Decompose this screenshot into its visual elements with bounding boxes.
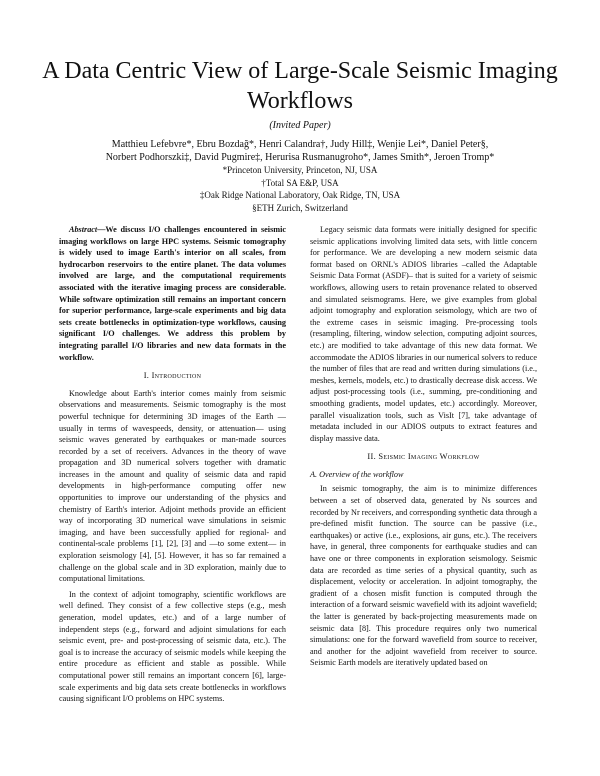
section-heading-workflow: II. Seismic Imaging Workflow: [367, 452, 480, 462]
section-heading-introduction: I. Introduction: [143, 371, 202, 381]
paper-title: A Data Centric View of Large-Scale Seismic Imaging Workflows: [42, 58, 558, 114]
authors-line-1: Matthieu Lefebvre*, Ebru Bozdağ*, Henri Calandra†, Judy Hill‡, Wenjie Lei*, Daniel Peter§,: [111, 139, 489, 150]
intro-paragraph-1: Knowledge about Earth's interior comes mainly from seismic observations and measurements. Seismic tomography is the most powerful technique for determining 3D images of the Earth —usually in terms of wavespeeds, density, or attenuation— using seismic waves generated by earthquakes or man-made sources recorded by a set of receivers. Advances in the theory of wave propagation and 3D numerical solvers together with dramatic increases in the amount and quality of seismic data and rapid developments in high-performance computing offer new opportunities to improve our understanding of the physics and chemistry of Earth's interior. Adjoint methods provide an efficient way of incorporating 3D numerical wave simulations in seismic imaging, and have been successfully applied for regional- and continental-scale problems [1], [2], [3] and —to some extent— in exploration seismology [4], [5]. However, it has so far remained a challenge on the global scale and in 3D exploration, mainly due to computational limitations.: [59, 388, 286, 584]
affiliation-eth: §ETH Zurich, Switzerland: [252, 202, 348, 213]
author-list: [40, 138, 560, 164]
abstract: [59, 224, 286, 363]
workflow-paragraph-1: In seismic tomography, the aim is to minimize differences between a set of observed data, generated by Ns sources and recorded by Nr receivers, and corresponding synthetic data through a pre-defined misfit function. The source can be passive (i.e., earthquakes) or active (i.e., explosions, air guns, etc.). The receivers have, in general, three components for earthquake studies and can have one or three components in exploration seismology. Seismic data are recorded as time series of a physical quantity, such as displacement, velocity or acceleration. In adjoint tomography, the gradient of a chosen misfit function is computed through the interaction of a forward seismic wavefield with its adjoint wavefield; the latter is generated by back-projecting measurements made on seismic data [8]. This procedure requires only two numerical simulations: one for the forward wavefield from source to receiver, and another for the adjoint wavefield from receiver to source. Seismic Earth models are iteratively updated based on: [310, 484, 537, 668]
subsection-heading-overview: A. Overview of the workflow: [310, 469, 404, 479]
invited-note: (Invited Paper): [269, 120, 331, 131]
intro-paragraph-2: In the context of adjoint tomography, scientific workflows are well defined. They consist of a few collective steps (e.g., mesh generation, model updates, etc.) and of a large number of independent steps (e.g., forward and adjoint simulations for each seismic event, pre- and post-processing of seismic data, etc.). The goal is to increase the accuracy of seismic models while keeping the entire procedure as efficient and stable as possible. While computational power still remains an important concern [6], large-scale experiments and big data sets create bottlenecks in workflows causing significant I/O problems on HPC systems.: [59, 589, 286, 704]
abstract-text: —We discuss I/O challenges encountered in seismic imaging workflows on large HPC systems. Seismic tomography is widely used to image Earth's interior on all scales, from hydrocarbon reservoirs to the entire planet. The data volumes involved are large, and the computational requirements associated with the iterative imaging process are considerable. While software optimization still remains an important concern for superior performance, large-scale experiments and big data sets create bottlenecks in optimization-type workflows, causing significant I/O challenges. We address this problem by integrating parallel I/O libraries and new data formats in the workflow.: [59, 225, 286, 362]
right-column: [310, 224, 537, 669]
left-column: [59, 224, 286, 705]
affiliation-princeton: *Princeton University, Princeton, NJ, USA: [222, 165, 378, 175]
abstract-label: Abstract: [69, 225, 98, 234]
authors-line-2: Norbert Podhorszki‡, David Pugmire‡, Herurisa Rusmanugroho*, James Smith*, Jeroen Tromp*: [105, 152, 495, 163]
affiliations: [40, 164, 560, 214]
affiliation-ornl: ‡Oak Ridge National Laboratory, Oak Ridge, TN, USA: [199, 190, 401, 200]
asdf-paragraph: Legacy seismic data formats were initially designed for specific seismic applications involving limited data sets, with little concern for performance. We are developing a new modern seismic data format based on ORNL's ADIOS libraries –called the Adaptable Seismic Data Format (ASDF)– that is suited for a variety of seismic workflows, allowing users to retain provenance related to observed and simulated seismograms. Here, we give examples from global adjoint tomography and exploration seismology, which are two of the extreme cases in seismic imaging. Pre-processing tools (resampling, filtering, window selection, computing adjoint sources, etc.) are modified to take advantage of this new data format. We accommodate the ADIOS libraries in our numerical solvers to reduce the number of files that are read and written during simulations (i.e., meshes, kernels, models, etc.) to drastically decrease disk access. We adjust post-processing tools (i.e., summing, pre-conditioning and smoothing gradients, model updates, etc.) accordingly. Moreover, parallel visualization tools, such as VisIt [7], take advantage of metadata included in our ADIOS outputs to extract features and display massive data.: [310, 225, 537, 443]
affiliation-total: †Total SA E&P, USA: [261, 177, 339, 188]
